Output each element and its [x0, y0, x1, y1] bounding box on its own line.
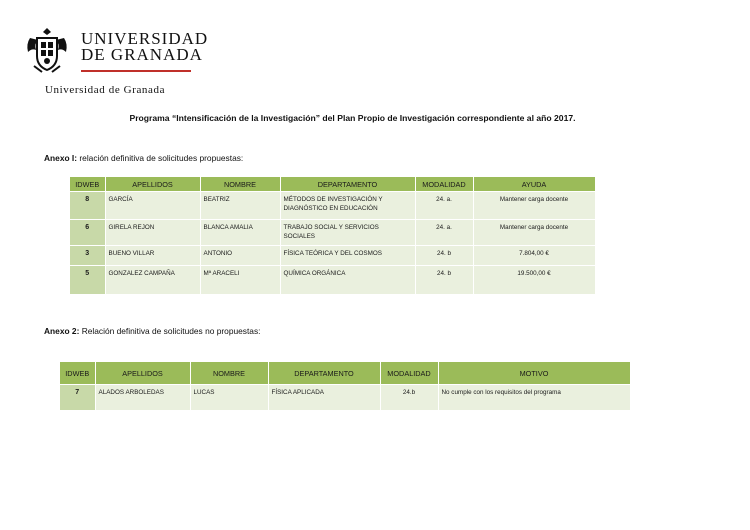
proposed-applications-table [70, 177, 596, 295]
column-header-idweb: IDWEB [60, 362, 95, 385]
annex1-label: Anexo I: [44, 153, 78, 163]
cell-apellidos: GIRELA REJON [105, 220, 200, 246]
cell-modalidad: 24.b [380, 385, 438, 411]
program-title: Programa “Intensificación de la Investigación” del Plan Propio de Investigación correspondiente al año 2017. [129, 113, 576, 123]
cell-departamento: FÍSICA APLICADA [268, 385, 380, 411]
cell-apellidos: GARCÍA [105, 192, 200, 220]
cell-departamento: QUÍMICA ORGÁNICA [280, 266, 415, 295]
cell-apellidos: ALADOS ARBOLEDAS [95, 385, 190, 411]
table-row [60, 385, 630, 411]
column-header-ayuda: AYUDA [473, 177, 595, 192]
university-name: Universidad de Granada [45, 84, 166, 96]
cell-idweb: 3 [70, 246, 105, 266]
cell-apellidos: BUENO VILLAR [105, 246, 200, 266]
column-header-nombre: NOMBRE [200, 177, 280, 192]
table-row [70, 246, 595, 266]
logo-divider [81, 70, 191, 72]
column-header-modalidad: MODALIDAD [380, 362, 438, 385]
cell-modalidad: 24. a. [415, 220, 473, 246]
table-row [70, 192, 595, 220]
cell-nombre: Mª ARACELI [200, 266, 280, 295]
coat-of-arms-icon [22, 26, 72, 74]
annex2-label: Anexo 2: [44, 326, 80, 336]
cell-idweb: 6 [70, 220, 105, 246]
cell-departamento: FÍSICA TEÓRICA Y DEL COSMOS [280, 246, 415, 266]
table-row [70, 220, 595, 246]
cell-ayuda: Mantener carga docente [473, 220, 595, 246]
cell-idweb: 7 [60, 385, 95, 411]
column-header-nombre: NOMBRE [190, 362, 268, 385]
table-row [70, 266, 595, 295]
cell-idweb: 5 [70, 266, 105, 295]
column-header-departamento: DEPARTAMENTO [268, 362, 380, 385]
column-header-motivo: MOTIVO [438, 362, 630, 385]
cell-ayuda: Mantener carga docente [473, 192, 595, 220]
cell-idweb: 8 [70, 192, 105, 220]
non-proposed-applications-table [60, 362, 631, 411]
cell-ayuda: 19.500,00 € [473, 266, 595, 295]
cell-modalidad: 24. b [415, 266, 473, 295]
cell-nombre: BLANCA AMALIA [200, 220, 280, 246]
cell-apellidos: GONZALEZ CAMPAÑA [105, 266, 200, 295]
annex1-title: relación definitiva de solicitudes propuestas: [79, 153, 244, 163]
cell-ayuda: 7.804,00 € [473, 246, 595, 266]
cell-motivo: No cumple con los requisitos del programa [438, 385, 630, 411]
cell-modalidad: 24. b [415, 246, 473, 266]
cell-nombre: LUCAS [190, 385, 268, 411]
table-header-row [70, 177, 595, 192]
column-header-modalidad: MODALIDAD [415, 177, 473, 192]
column-header-apellidos: APELLIDOS [105, 177, 200, 192]
logo-wordmark-line2: DE GRANADA [81, 45, 203, 64]
cell-departamento: TRABAJO SOCIAL Y SERVICIOS SOCIALES [280, 220, 415, 246]
cell-modalidad: 24. a. [415, 192, 473, 220]
logo-wordmark-line1: UNIVERSIDAD [81, 29, 209, 48]
annex2-heading [44, 326, 260, 336]
table-header-row [60, 362, 630, 385]
column-header-departamento: DEPARTAMENTO [280, 177, 415, 192]
annex2-title: Relación definitiva de solicitudes no propuestas: [81, 326, 261, 336]
cell-nombre: BEATRIZ [200, 192, 280, 220]
annex1-heading [44, 153, 243, 163]
cell-departamento: MÉTODOS DE INVESTIGACIÓN Y DIAGNÓSTICO EN EDUCACIÓN [280, 192, 415, 220]
column-header-apellidos: APELLIDOS [95, 362, 190, 385]
cell-nombre: ANTONIO [200, 246, 280, 266]
column-header-idweb: IDWEB [70, 177, 105, 192]
